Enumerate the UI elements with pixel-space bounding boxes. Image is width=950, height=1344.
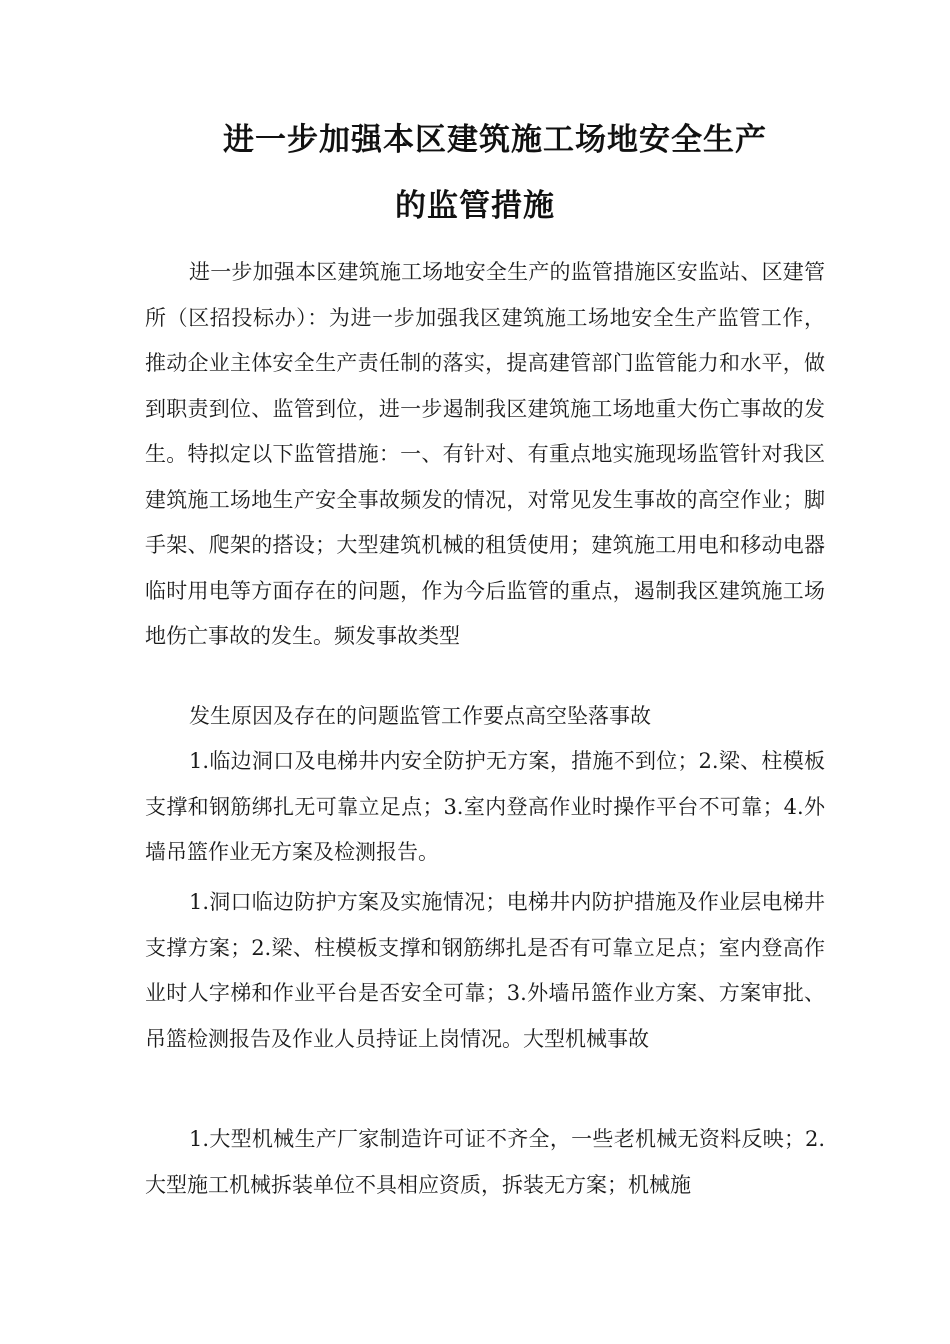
paragraph-fall-supervision: 1.洞口临边防护方案及实施情况；电梯井内防护措施及作业层电梯井支撑方案；2.梁、柱模板支撑和钢筋绑扎是否有可靠立足点；室内登高作业时人字梯和作业平台是否安全可靠；3.外墙吊篮作业方案、方案审批、吊篮检测报告及作业人员持证上岗情况。大型机械事故 (145, 890, 825, 1051)
document-title-line-2: 的监管措施 (395, 188, 555, 224)
paragraph-fall-causes: 1.临边洞口及电梯井内安全防护无方案，措施不到位；2.梁、柱模板支撑和钢筋绑扎无可靠立足点；3.室内登高作业时操作平台不可靠；4.外墙吊篮作业无方案及检测报告。 (145, 749, 825, 864)
document-title-line-1: 进一步加强本区建筑施工场地安全生产 (223, 122, 767, 158)
paragraph-causes-heading: 发生原因及存在的问题监管工作要点高空坠落事故 (189, 704, 651, 728)
paragraph-intro: 进一步加强本区建筑施工场地安全生产的监管措施区安监站、区建管所（区招投标办）：为进一步加强我区建筑施工场地安全生产监管工作，推动企业主体安全生产责任制的落实，提高建管部门监管能力和水平，做到职责到位、监管到位，进一步遏制我区建筑施工场地重大伤亡事故的发生。特拟定以下监管措施：一、有针对、有重点地实施现场监管针对我区建筑施工场地生产安全事故频发的情况，对常见发生事故的高空作业；脚手架、爬架的搭设；大型建筑机械的租赁使用；建筑施工用电和移动电器临时用电等方面存在的问题，作为今后监管的重点，遏制我区建筑施工场地伤亡事故的发生。频发事故类型 (145, 260, 825, 648)
paragraph-machinery-causes: 1.大型机械生产厂家制造许可证不齐全，一些老机械无资料反映；2.大型施工机械拆装单位不具相应资质，拆装无方案；机械施 (145, 1127, 825, 1197)
